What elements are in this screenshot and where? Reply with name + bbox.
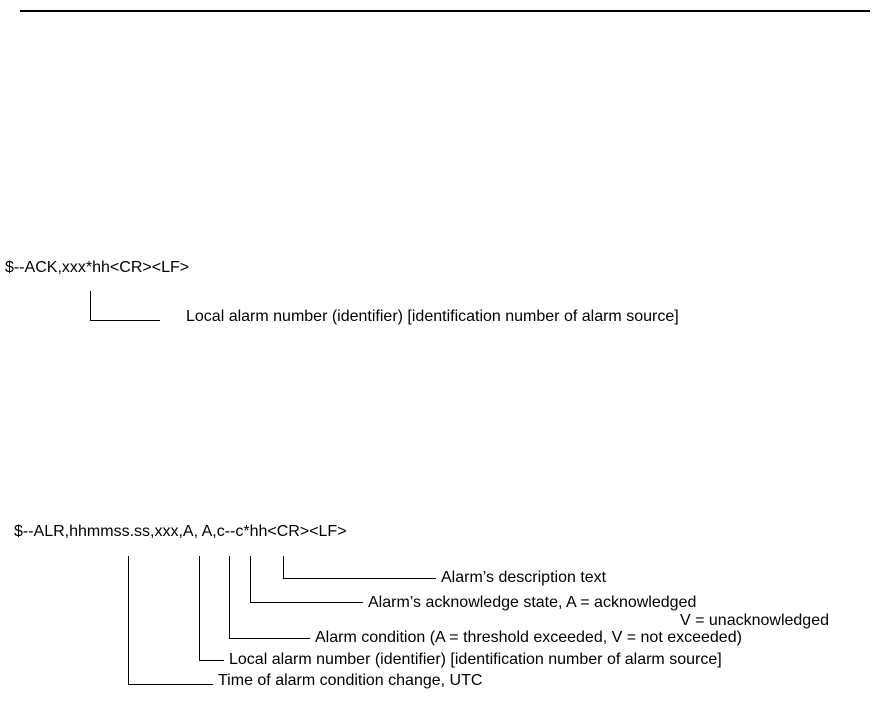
alr-field-label-alarm-number: Local alarm number (identifier) [identification number of alarm source]	[229, 651, 722, 668]
ack-field-label-alarm-number: Local alarm number (identifier) [identification number of alarm source]	[186, 308, 679, 325]
alr-field-label-time: Time of alarm condition change, UTC	[218, 672, 483, 689]
ack-sentence-format: $--ACK,xxx*hh<CR><LF>	[5, 259, 190, 276]
alr-field-label-ack-state-v: V = unacknowledged	[680, 612, 829, 629]
alr-field-label-description: Alarm’s description text	[441, 569, 607, 586]
alr-field-label-ack-state: Alarm’s acknowledge state, A = acknowledged	[368, 594, 697, 611]
alr-sentence-format: $--ALR,hhmmss.ss,xxx,A, A,c--c*hh<CR><LF>	[14, 523, 347, 540]
alr-field-label-condition: Alarm condition (A = threshold exceeded, V = not exceeded)	[315, 629, 742, 646]
